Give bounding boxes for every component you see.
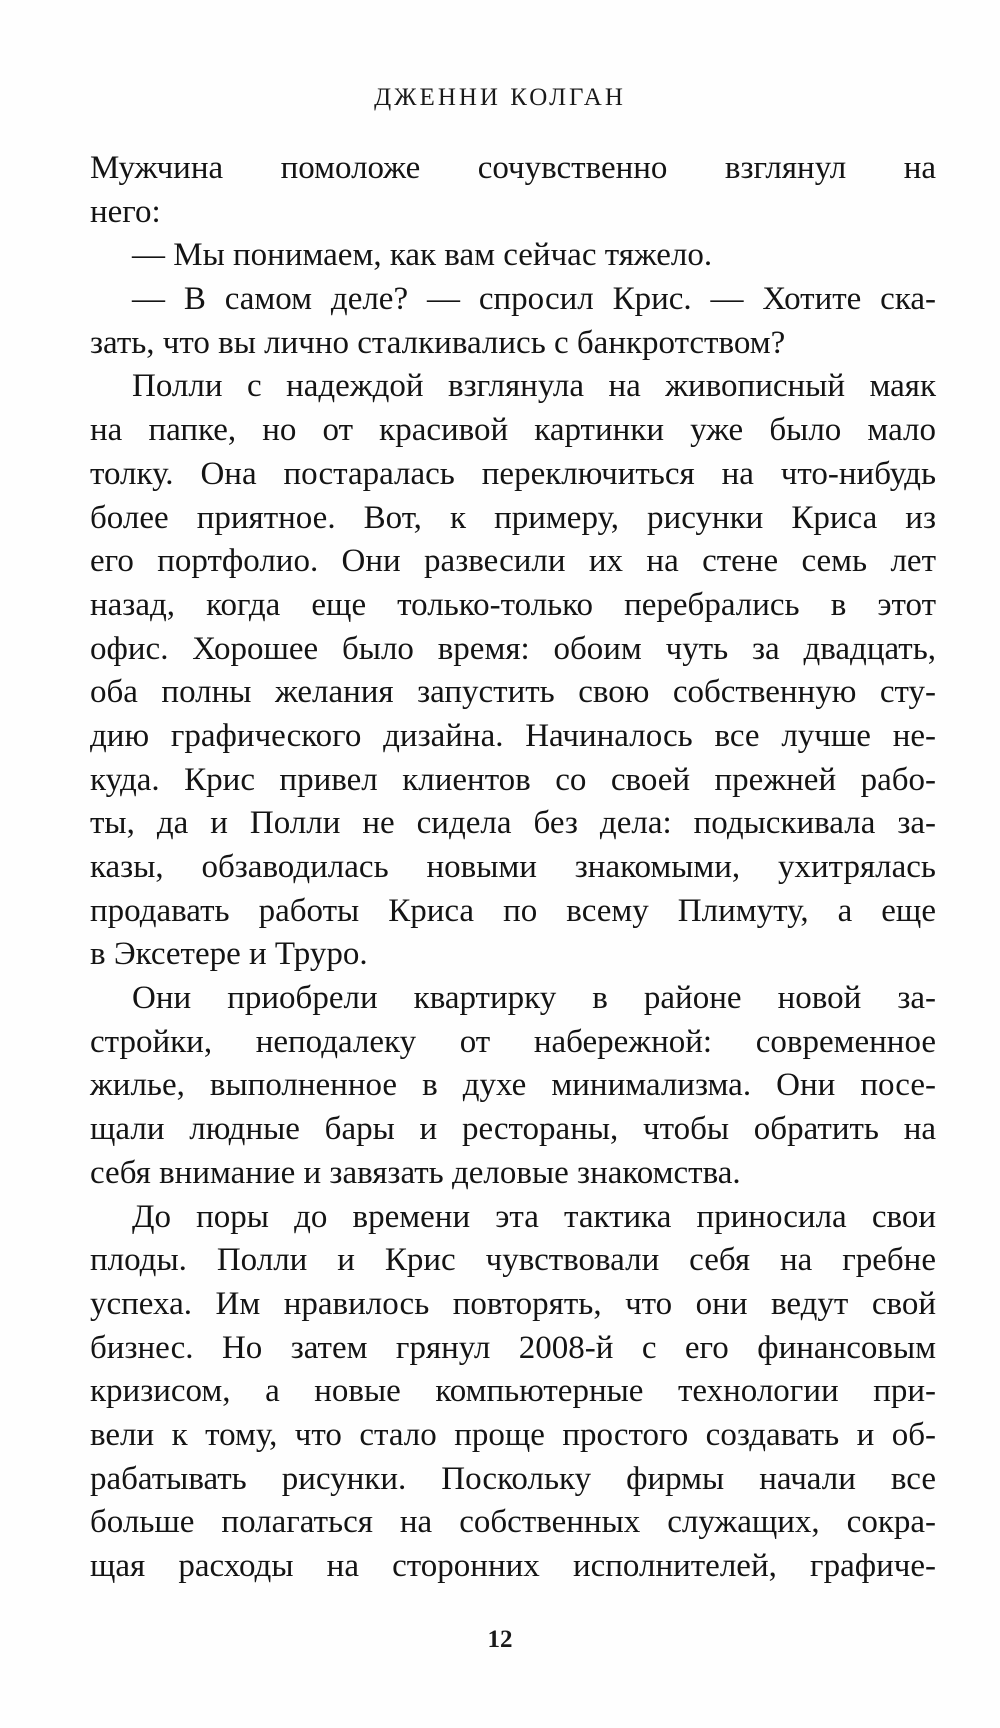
text-line: толку. Она постаралась переключиться на что-нибудь [90,455,936,492]
text-line: продавать работы Криса по всему Плимуту, а еще [90,892,936,929]
body-text [90,147,936,1589]
text-line: рабатывать рисунки. Поскольку фирмы начали все [90,1460,936,1497]
text-line: — В самом деле? — спросил Крис. — Хотите ска- [132,281,936,318]
text-line: щая расходы на сторонних исполнителей, графиче- [90,1548,936,1584]
text-line: более приятное. Вот, к примеру, рисунки Криса из [90,499,936,536]
text-line: Полли с надеждой взглянула на живописный маяк [132,368,936,405]
text-line: бизнес. Но затем грянул 2008-й с его финансовым [90,1329,936,1366]
running-head: ДЖЕННИ КОЛГАН [374,84,626,111]
text-line: в Эксетере и Труро. [90,936,368,973]
text-line: дию графического дизайна. Начиналось все лучше не- [90,717,936,754]
text-line: больше полагаться на собственных служащих, сокра- [90,1504,936,1541]
text-line: куда. Крис привел клиентов со своей прежней рабо- [90,761,936,798]
text-line: офис. Хорошее было время: обоим чуть за двадцать, [90,630,936,667]
text-line: До поры до времени эта тактика приносила свои [132,1198,936,1235]
text-line: щали людные бары и рестораны, чтобы обратить на [90,1111,936,1148]
text-line: казы, обзаводилась новыми знакомыми, ухитрялась [90,849,936,885]
text-line: плоды. Полли и Крис чувствовали себя на гребне [90,1242,936,1279]
text-line: ты, да и Полли не сидела без дела: подыскивала за- [90,805,936,842]
text-line: — Мы понимаем, как вам сейчас тяжело. [132,237,713,274]
text-line: Они приобрели квартирку в районе новой за- [132,980,936,1017]
text-line: кризисом, а новые компьютерные технологии при- [90,1373,936,1410]
text-line: него: [90,193,161,230]
text-line: успеха. Им нравилось повторять, что они ведут свой [90,1285,936,1322]
page-number: 12 [487,1626,513,1653]
text-line: оба полны желания запустить свою собственную сту- [90,674,936,711]
text-line: Мужчина помоложе сочувственно взглянул на [90,150,936,186]
text-line: его портфолио. Они развесили их на стене семь лет [90,543,936,580]
text-line: себя внимание и завязать деловые знакомства. [90,1154,741,1191]
text-line: назад, когда еще только-только перебрались в этот [90,586,936,623]
text-line: зать, что вы лично сталкивались с банкротством? [90,324,786,361]
text-line: вели к тому, что стало проще простого создавать и об- [90,1416,936,1453]
text-line: на папке, но от красивой картинки уже было мало [90,412,936,449]
text-line: жилье, выполненное в духе минимализма. Они посе- [90,1067,936,1104]
text-line: стройки, неподалеку от набережной: современное [90,1023,936,1060]
